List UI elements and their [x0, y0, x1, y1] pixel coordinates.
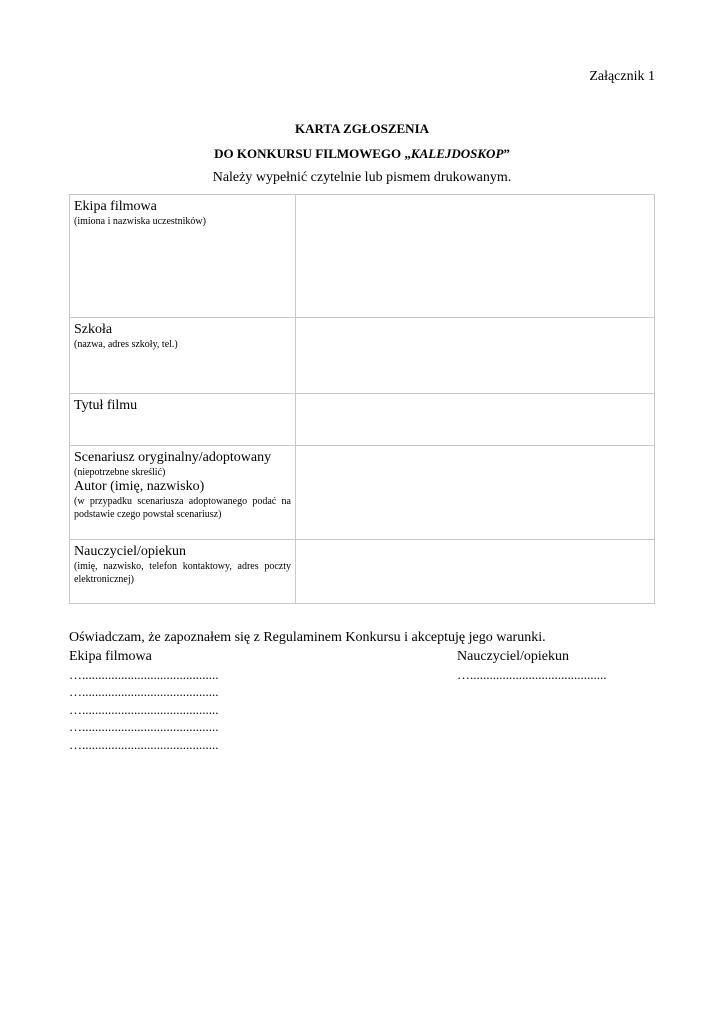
row-hint: (imię, nazwisko, telefon kontaktowy, adres poczty elektronicznej) — [74, 561, 291, 585]
row-hint: (nazwa, adres szkoły, tel.) — [74, 339, 178, 350]
signature-line[interactable]: ….......................................... — [69, 719, 219, 734]
subtitle-prefix: DO KONKURSU FILMOWEGO „ — [214, 146, 411, 161]
team-signature-heading: Ekipa filmowa — [69, 649, 152, 664]
school-entry-field[interactable] — [296, 318, 655, 394]
row-label: Szkoła — [74, 322, 113, 337]
row-hint-author: (w przypadku scenariusza adoptowanego podać na podstawie czego powstał scenariusz) — [74, 496, 291, 520]
row-hint: (niepotrzebne skreślić) — [74, 467, 166, 478]
label-cell — [70, 540, 296, 604]
film-title-entry-field[interactable] — [296, 394, 655, 446]
annex-label: Załącznik 1 — [589, 69, 655, 84]
screenplay-entry-field[interactable] — [296, 446, 655, 540]
form-row-screenplay — [70, 446, 655, 540]
label-cell — [70, 394, 296, 446]
label-cell — [70, 318, 296, 394]
label-cell — [70, 195, 296, 318]
signature-line[interactable]: ….......................................... — [69, 736, 219, 752]
declaration-text: Oświadczam, że zapoznałem się z Regulaminem Konkursu i akceptuję jego warunki. — [69, 630, 546, 645]
application-form-table — [69, 194, 655, 604]
team-signature-column — [69, 648, 219, 753]
row-label: Ekipa filmowa — [74, 199, 157, 214]
signature-line[interactable]: ….......................................... — [69, 666, 219, 682]
form-title: KARTA ZGŁOSZENIA — [294, 121, 430, 136]
row-label-author: Autor (imię, nazwisko) — [74, 479, 205, 494]
form-row-team — [70, 195, 655, 318]
teacher-signature-column — [457, 648, 607, 683]
row-label: Nauczyciel/opiekun — [74, 544, 186, 559]
fill-instruction: Należy wypełnić czytelnie lub pismem drukowanym. — [212, 170, 512, 185]
form-row-teacher — [70, 540, 655, 604]
label-cell — [70, 446, 296, 540]
form-subtitle — [0, 146, 724, 162]
teacher-entry-field[interactable] — [296, 540, 655, 604]
row-label: Scenariusz oryginalny/adoptowany — [74, 450, 272, 465]
form-row-film-title — [70, 394, 655, 446]
signature-line[interactable]: ….......................................... — [457, 666, 607, 682]
team-entry-field[interactable] — [296, 195, 655, 318]
form-row-school — [70, 318, 655, 394]
signature-line[interactable]: ….......................................... — [69, 701, 219, 717]
teacher-signature-heading: Nauczyciel/opiekun — [457, 649, 569, 664]
row-label: Tytuł filmu — [74, 398, 138, 413]
row-hint: (imiona i nazwiska uczestników) — [74, 216, 206, 227]
signature-line[interactable]: ….......................................... — [69, 684, 219, 699]
contest-name: KALEJDOSKOP — [410, 146, 504, 161]
subtitle-suffix: ” — [503, 146, 510, 161]
